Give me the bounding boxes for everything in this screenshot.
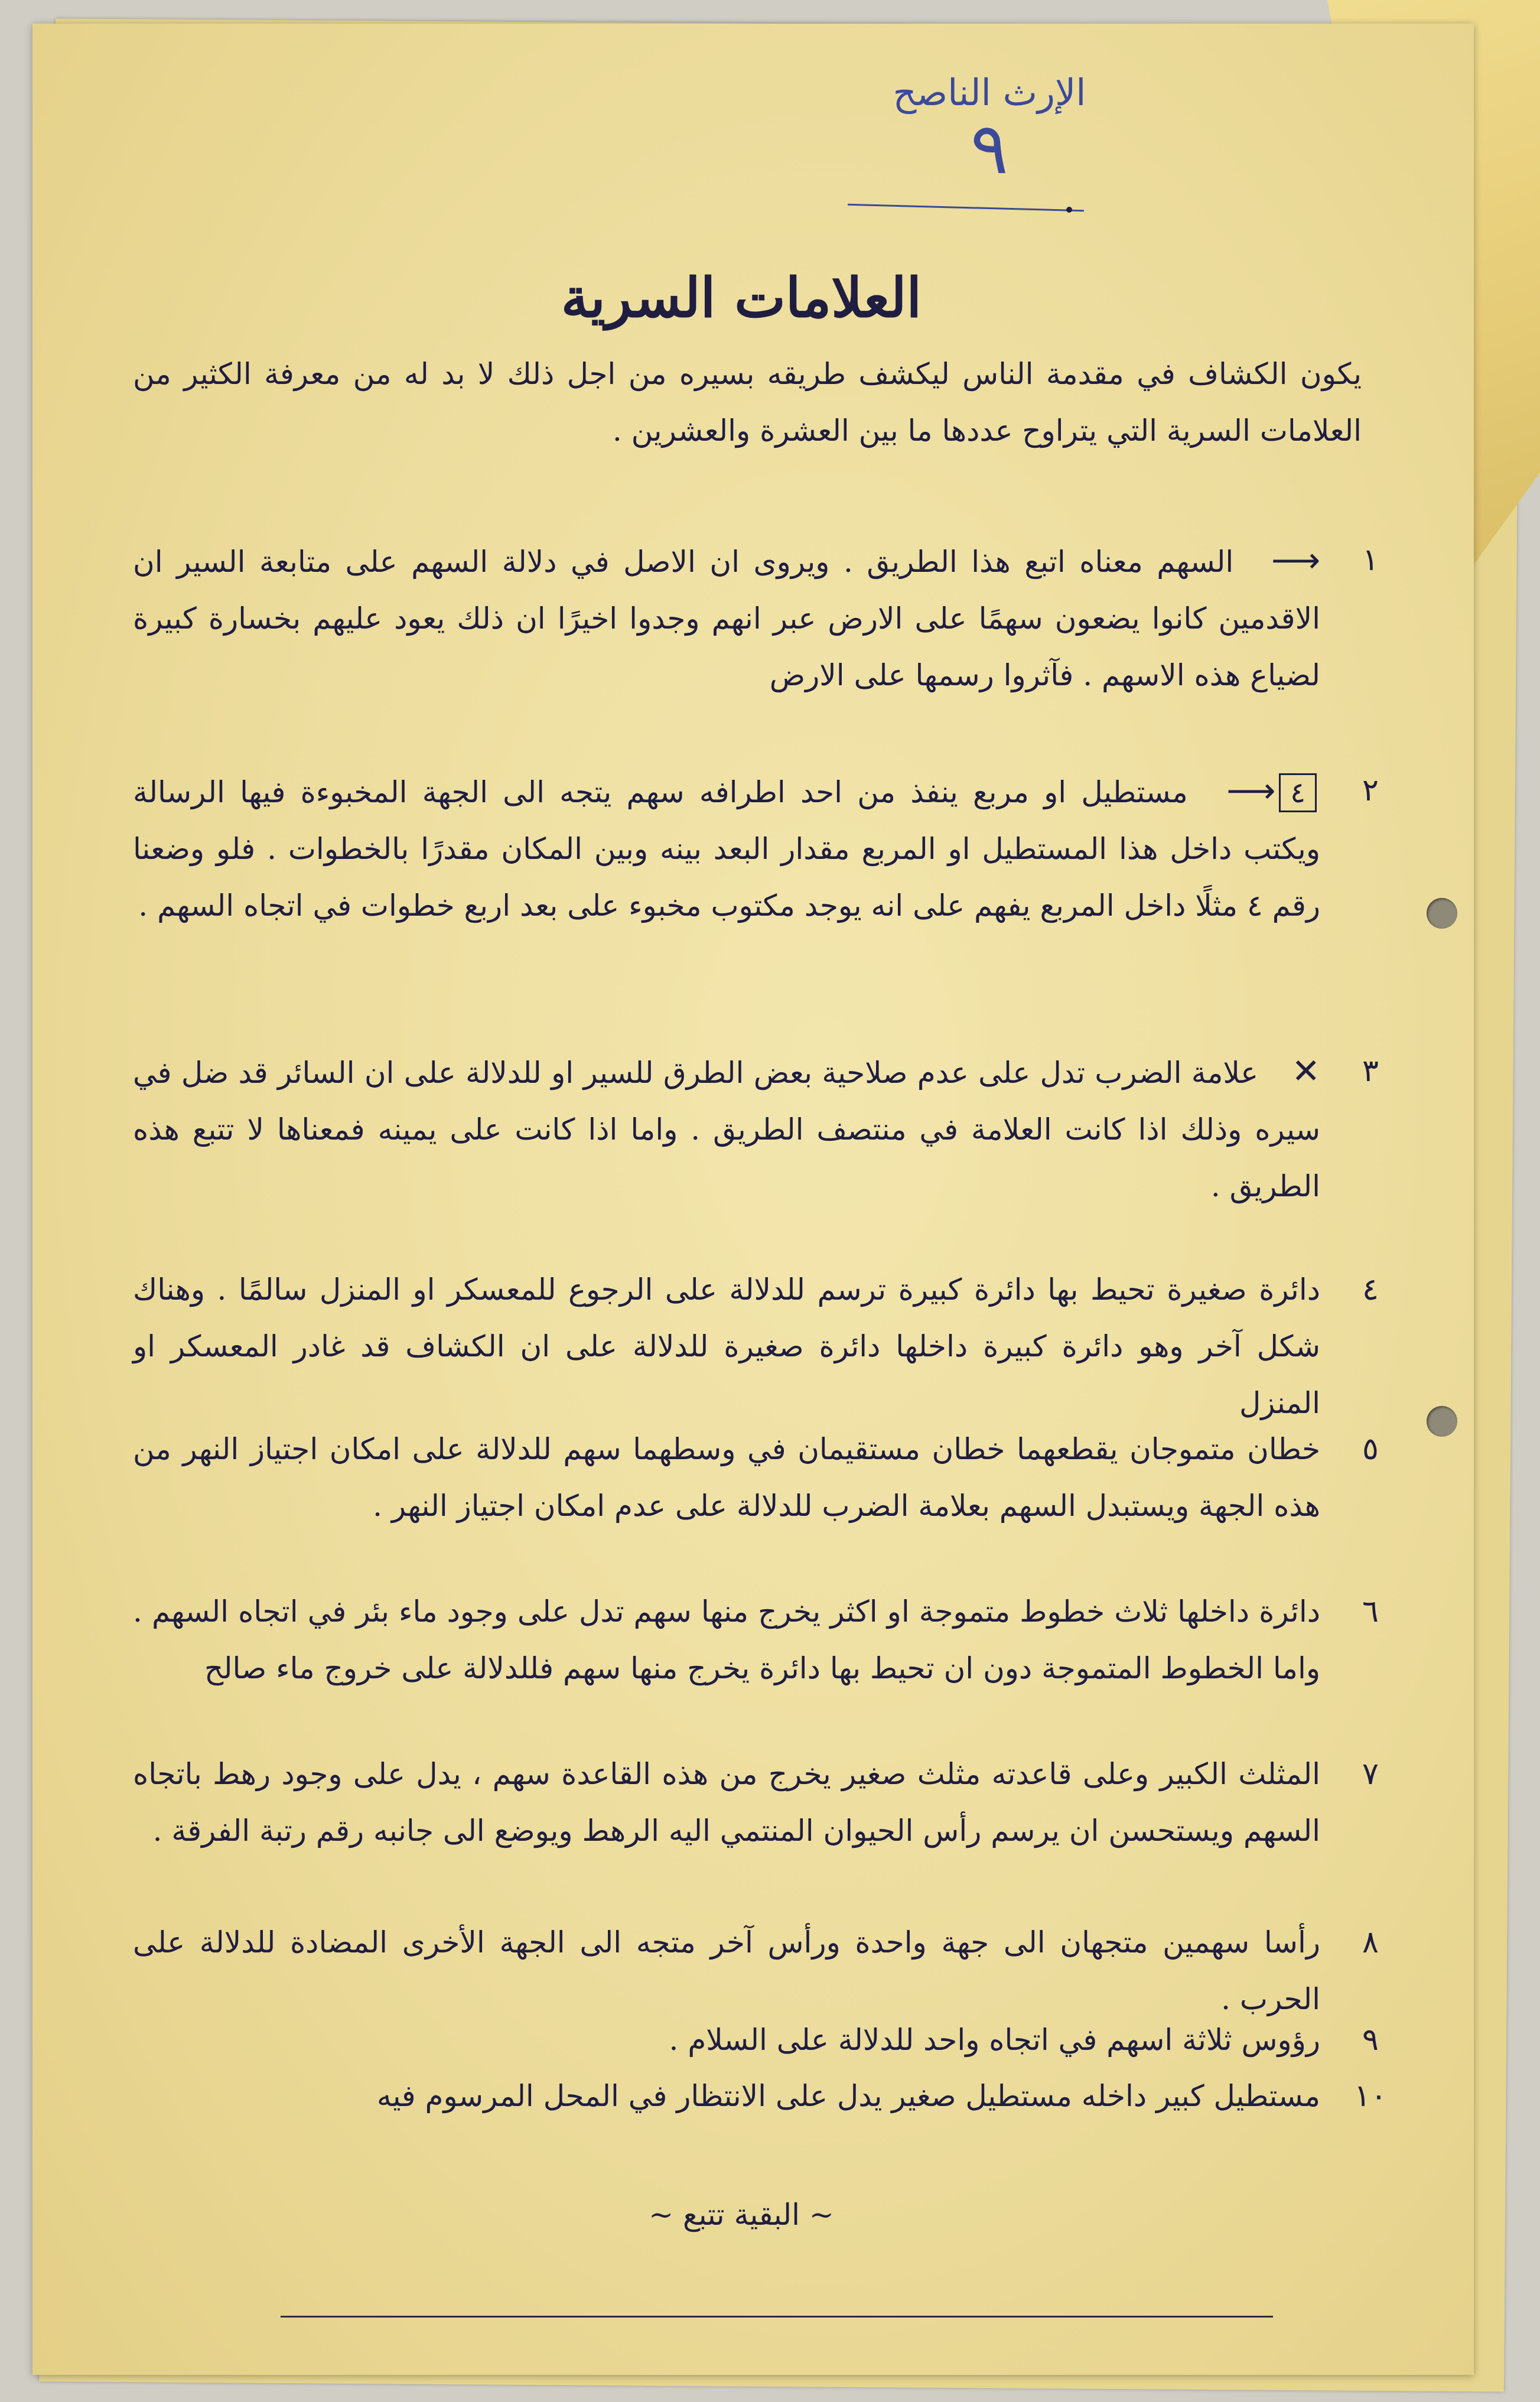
item-number: ١٠	[1354, 2078, 1387, 2114]
item-text: مستطيل او مربع ينفذ من احد اطرافه سهم يتجه الى الجهة المخبوءة فيها الرسالة ويكتب داخل هذا المستطيل او المربع مقدار البعد بينه وبين المكان مقدرًا بالخطوات . فلو وضعنا رقم ٤ مثلًا داخل المربع يفهم على انه يوجد مكتوب مخبوء على بعد اربع خطوات في اتجاه السهم .	[133, 775, 1320, 923]
item-number: ٩	[1362, 2022, 1379, 2058]
list-item	[133, 1261, 1385, 1431]
item-number: ٤	[1362, 1272, 1379, 1307]
arrow-symbol: ⟶	[1226, 770, 1276, 811]
intro-paragraph: يكون الكشاف في مقدمة الناس ليكشف طريقه بسيره من اجل ذلك لا بد له من معرفة الكثير من العلامات السرية التي يتراوح عددها ما بين العشرة والعشرين .	[133, 357, 1362, 448]
boxed-number: ٤	[1279, 773, 1317, 812]
list-item	[133, 2068, 1385, 2124]
punch-hole	[1427, 1406, 1457, 1437]
item-text: علامة الضرب تدل على عدم صلاحية بعض الطرق للسير او للدلالة على ان السائر قد ضل في سيره وذلك اذا كانت العلامة في منتصف الطريق . واما اذا كانت على يمينه فمعناها لا تتبع هذه الطريق .	[133, 1056, 1320, 1203]
item-text: السهم معناه اتبع هذا الطريق . ويروى ان الاصل في دلالة السهم على متابعة السير ان الاقدمين كانوا يضعون سهمًا على الارض عبر انهم وجدوا اخيرًا ان ذلك يعود عليهم بخسارة كبيرة لضياع هذه الاسهم . فآثروا رسمها على الارض	[133, 545, 1320, 692]
list-item	[133, 1583, 1385, 1697]
punch-hole	[1427, 898, 1457, 929]
item-number: ٣	[1362, 1053, 1379, 1089]
page-title: العلامات السرية	[561, 266, 922, 330]
item-text: خطان متموجان يقطعهما خطان مستقيمان في وسطهما سهم للدلالة على امكان اجتياز النهر من هذه الجهة ويستبدل السهم بعلامة الضرب للدلالة على عدم امكان اجتياز النهر .	[133, 1432, 1320, 1523]
item-number: ٦	[1362, 1594, 1379, 1629]
continued-note: ~ البقية تتبع ~	[649, 2198, 834, 2232]
list-item	[133, 532, 1385, 704]
box-arrow-symbol	[1226, 762, 1320, 819]
item-number: ٧	[1362, 1756, 1379, 1792]
annotation-underline	[848, 204, 1084, 211]
margin-annotation	[842, 71, 1137, 190]
annotation-number: ٩	[970, 108, 1009, 190]
arrow-symbol: ⟶	[1271, 540, 1320, 580]
item-number: ٢	[1362, 773, 1379, 808]
item-text: مستطيل كبير داخله مستطيل صغير يدل على الانتظار في المحل المرسوم فيه	[376, 2079, 1320, 2113]
bottom-rule	[281, 2316, 1273, 2318]
annotation-text: الإرث الناصح	[893, 71, 1086, 114]
item-text: المثلث الكبير وعلى قاعدته مثلث صغير يخرج من هذه القاعدة سهم ، يدل على وجود رهط باتجاه السهم ويستحسن ان يرسم رأس الحيوان المنتمي اليه الرهط ويوضع الى جانبه رقم رتبة الفرقة .	[133, 1757, 1320, 1848]
item-body	[133, 1043, 1320, 1215]
item-body	[133, 532, 1320, 704]
list-item	[133, 1421, 1385, 1534]
item-number: ١	[1362, 542, 1379, 578]
cross-symbol: ✕	[1291, 1051, 1320, 1091]
item-text: رؤوس ثلاثة اسهم في اتجاه واحد للدلالة على السلام .	[669, 2023, 1320, 2057]
document-page	[32, 24, 1474, 2375]
item-body	[133, 762, 1320, 934]
ink-dot	[1066, 207, 1072, 213]
item-number: ٨	[1362, 1925, 1379, 1960]
list-item	[133, 2012, 1385, 2068]
item-text: دائرة صغيرة تحيط بها دائرة كبيرة ترسم للدلالة على الرجوع للمعسكر او المنزل سالمًا . وهناك شكل آخر وهو دائرة كبيرة داخلها دائرة صغيرة للدلالة على ان الكشاف قد غادر المعسكر او المنزل	[133, 1272, 1321, 1420]
list-item	[133, 1746, 1385, 1859]
item-text: رأسا سهمين متجهان الى جهة واحدة ورأس آخر متجه الى الجهة الأخرى المضادة للدلالة على الحرب .	[133, 1925, 1320, 2016]
list-item	[133, 1043, 1385, 1215]
item-text: دائرة داخلها ثلاث خطوط متموجة او اكثر يخرج منها سهم تدل على وجود ماء بئر في اتجاه السهم . واما الخطوط المتموجة دون ان تحيط بها دائرة يخرج منها سهم فللدلالة على خروج ماء صالح	[133, 1594, 1320, 1685]
list-item	[133, 762, 1385, 934]
item-number: ٥	[1362, 1431, 1379, 1467]
list-item	[133, 1914, 1385, 2027]
